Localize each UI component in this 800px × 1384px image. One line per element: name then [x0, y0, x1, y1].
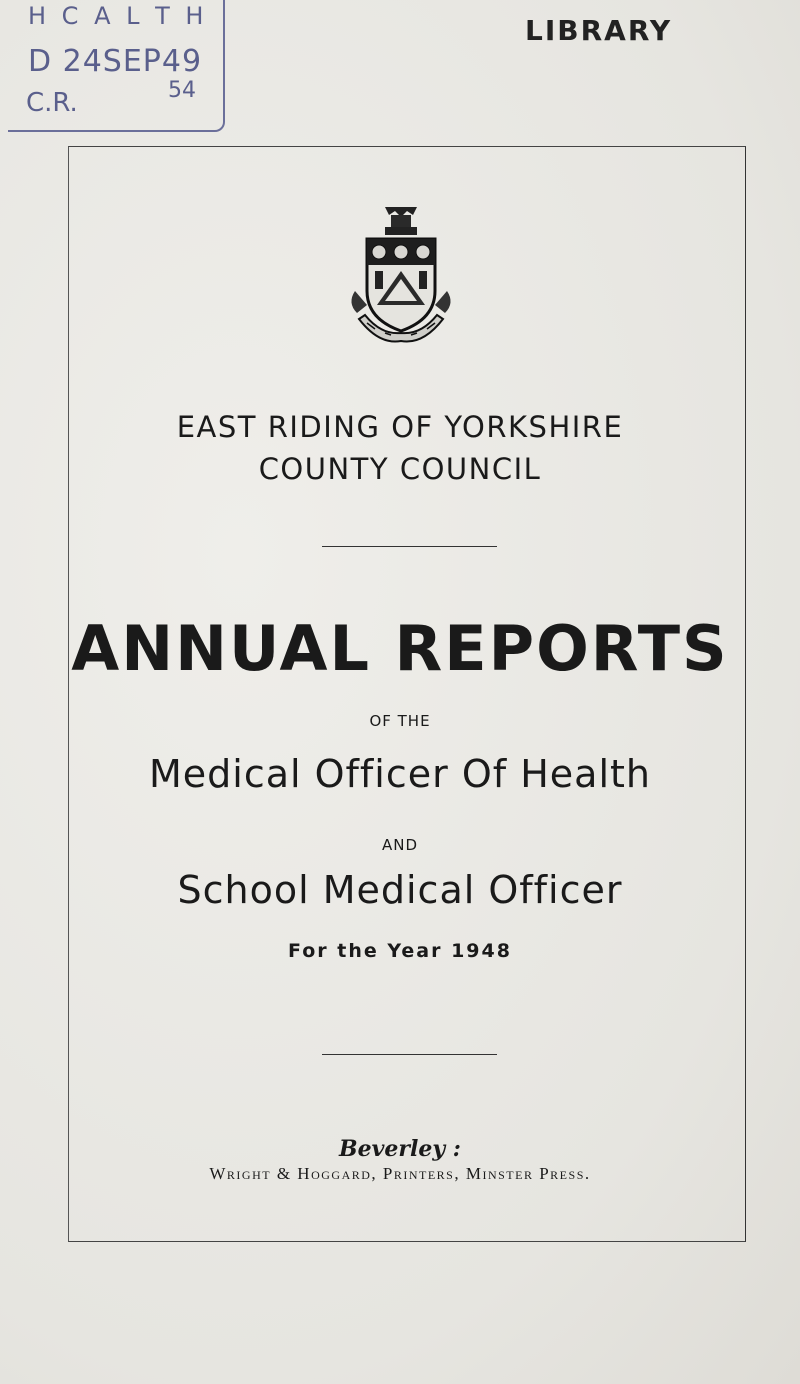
report-officer-2: School Medical Officer	[177, 868, 623, 912]
report-title: ANNUAL REPORTS	[71, 612, 729, 685]
divider-rule-bottom	[322, 1054, 497, 1055]
report-year-line: For the Year 1948	[288, 940, 512, 962]
report-of-the: OF THE	[369, 712, 431, 730]
stamp-line-4: 54	[168, 78, 196, 103]
stamp-line-3: C.R.	[26, 88, 78, 118]
imprint-place: Beverley :	[339, 1136, 461, 1162]
library-received-stamp	[8, 0, 225, 132]
report-officer-1: Medical Officer Of Health	[148, 752, 651, 796]
library-label: LIBRARY	[525, 14, 673, 47]
county-coat-of-arms-icon	[345, 195, 457, 355]
stamp-line-2: D 24SEP49	[28, 44, 203, 79]
imprint-printer: Wright & Hoggard, Printers, Minster Press.	[209, 1164, 591, 1183]
council-name-line-2: COUNTY COUNCIL	[258, 452, 542, 486]
stamp-line-1: H C A L T H	[28, 2, 208, 30]
council-name-line-1: EAST RIDING OF YORKSHIRE	[176, 410, 624, 444]
report-and: AND	[381, 836, 419, 854]
divider-rule-top	[322, 546, 497, 547]
